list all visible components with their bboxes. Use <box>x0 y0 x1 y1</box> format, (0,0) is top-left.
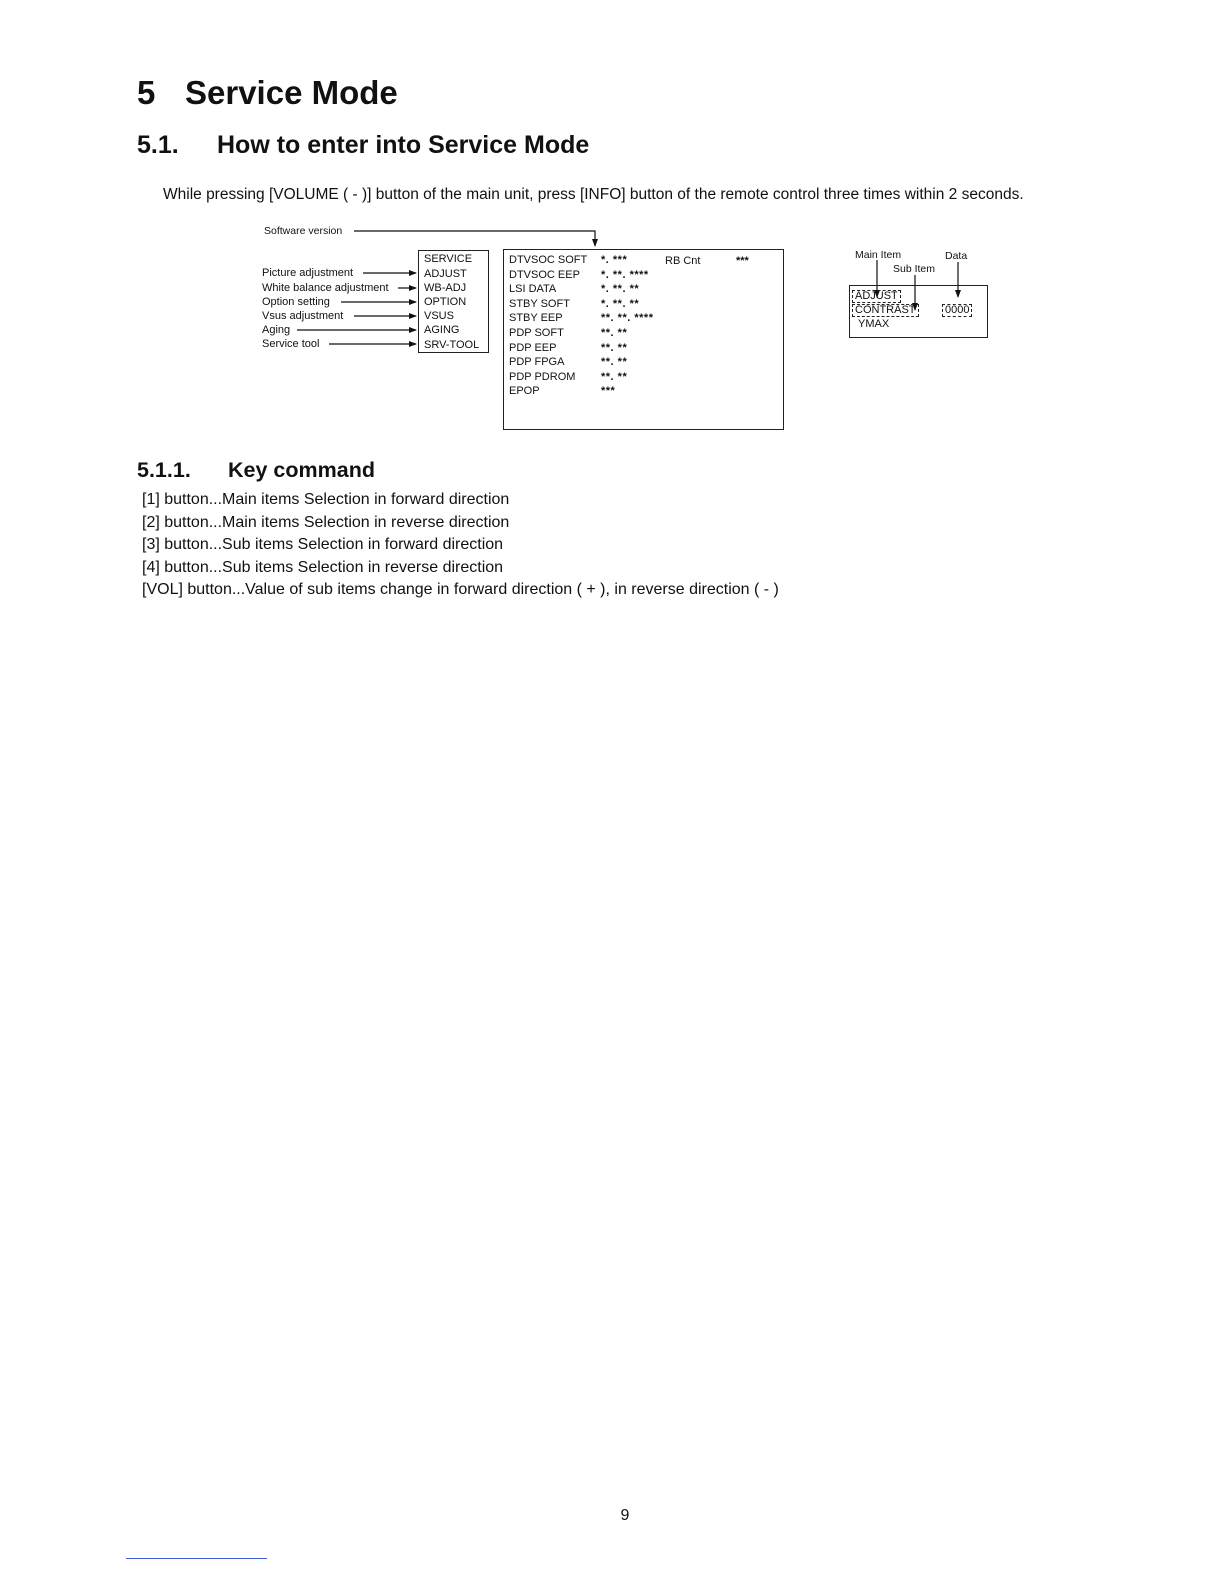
menu-item-option: OPTION <box>424 296 467 308</box>
label-picture-adjustment: Picture adjustment <box>262 267 354 279</box>
key-command-title: Key command <box>228 458 375 482</box>
software-version-arrow <box>354 231 595 246</box>
label-service-tool: Service tool <box>262 338 320 350</box>
section-number: 5 <box>137 74 156 111</box>
list-item: [2] button...Main items Selection in reverse direction <box>142 513 510 531</box>
menu-item-service: SERVICE <box>424 253 473 265</box>
menu-item-vsus: VSUS <box>424 310 454 322</box>
menu-item-wb-adj: WB-ADJ <box>424 282 467 294</box>
list-item: [4] button...Sub items Selection in reverse direction <box>142 558 504 576</box>
menu-item-srv-tool: SRV-TOOL <box>424 339 480 351</box>
main-item-label: Main Item <box>855 249 902 261</box>
info-row: DTVSOC SOFT *. *** <box>509 254 628 266</box>
display-next-item: YMAX <box>858 318 890 330</box>
list-item: [VOL] button...Value of sub items change in forward direction ( + ), in reverse direction ( - ) <box>142 581 779 599</box>
display-example-box <box>849 285 988 338</box>
data-label: Data <box>945 250 968 262</box>
service-menu-box <box>418 250 489 353</box>
display-sub-item: CONTRAST <box>852 304 919 317</box>
list-item: [1] button...Main items Selection in forward direction <box>142 491 510 508</box>
rb-cnt-label: RB Cnt <box>665 255 701 267</box>
subsection-number: 5.1. <box>137 131 179 159</box>
version-info-box <box>503 249 784 430</box>
info-row: STBY SOFT *. **. ** <box>509 297 640 310</box>
label-vsus-adjustment: Vsus adjustment <box>262 310 344 322</box>
display-main-item: ADJUST <box>852 290 901 303</box>
menu-item-adjust: ADJUST <box>424 268 467 280</box>
info-row: LSI DATA *. **. ** <box>509 283 640 295</box>
menu-item-aging: AGING <box>424 324 460 336</box>
info-row: PDP EEP **. ** <box>509 341 628 354</box>
display-data: 0000 <box>942 304 972 317</box>
info-row: PDP SOFT **. ** <box>509 327 628 339</box>
info-row: EPOP *** <box>509 385 616 397</box>
key-command-number: 5.1.1. <box>137 458 191 482</box>
page-number: 9 <box>620 1507 630 1524</box>
key-command-list <box>142 489 779 602</box>
section-title: Service Mode <box>185 74 398 111</box>
info-row: PDP PDROM **. ** <box>509 370 628 383</box>
label-option-setting: Option setting <box>262 296 330 308</box>
list-item: [3] button...Sub items Selection in forward direction <box>142 536 504 554</box>
subsection-title: How to enter into Service Mode <box>217 131 590 159</box>
info-row: DTVSOC EEP *. **. **** <box>509 268 649 281</box>
info-row: PDP FPGA **. ** <box>509 356 628 368</box>
key-command-heading <box>137 458 375 483</box>
rb-cnt-value: *** <box>736 255 749 267</box>
sub-item-label: Sub Item <box>893 263 936 275</box>
software-version-label: Software version <box>264 225 343 237</box>
info-row: STBY EEP **. **. **** <box>509 312 654 324</box>
footer-rule <box>126 1558 267 1559</box>
service-mode-diagram <box>0 0 1224 440</box>
intro-paragraph: While pressing [VOLUME ( - )] button of the main unit, press [INFO] button of the remote control three times within 2 seconds. <box>163 186 1024 203</box>
label-aging: Aging <box>262 324 291 336</box>
label-white-balance: White balance adjustment <box>262 282 389 294</box>
